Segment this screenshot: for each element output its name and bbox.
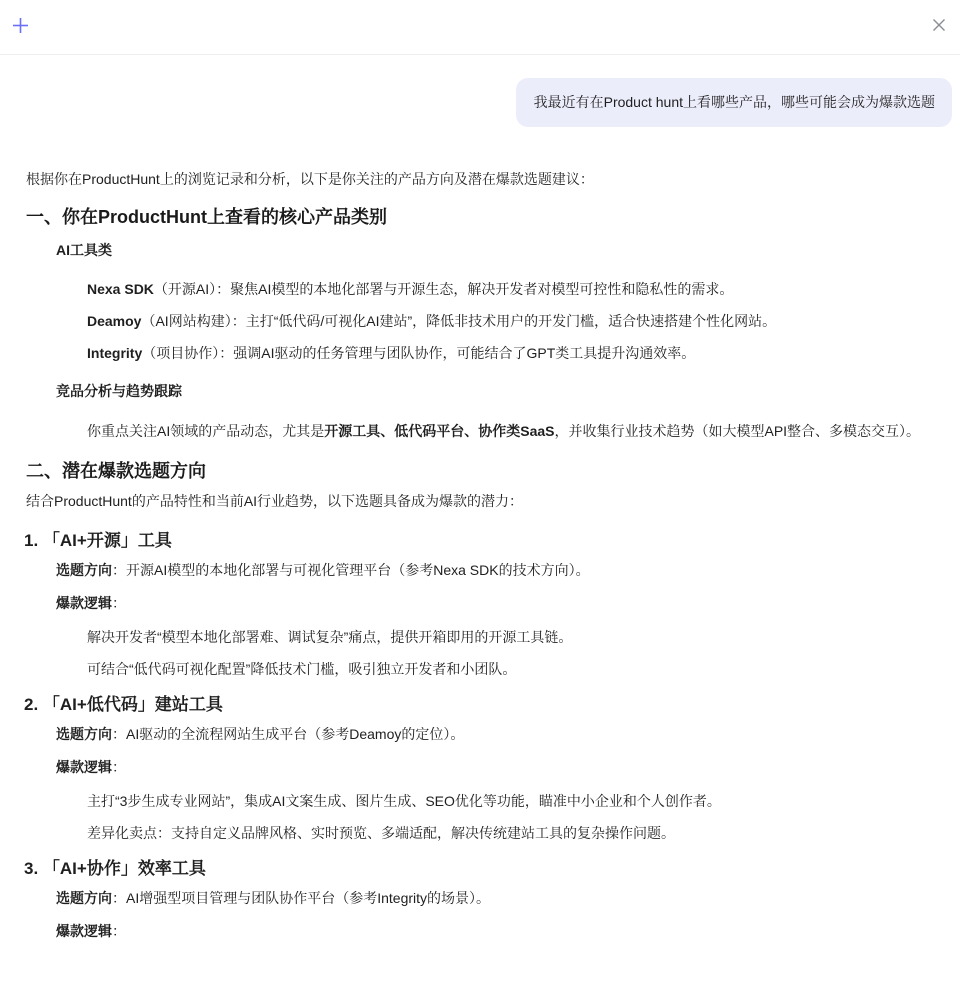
- logic-label: 爆款逻辑: [56, 595, 112, 611]
- product-name: Deamoy: [87, 313, 142, 329]
- product-item: [26, 278, 934, 300]
- text-segment: ，并收集行业技术趋势（如大模型API整合、多模态交互）。: [554, 423, 921, 439]
- assistant-answer: [0, 168, 960, 943]
- product-item: [26, 310, 934, 332]
- logic-point: 可结合“低代码可视化配置”降低技术门槛，吸引独立开发者和小团队。: [87, 661, 517, 677]
- topic-title: 1. 「AI+开源」工具: [24, 531, 172, 550]
- topic-logic-label: [26, 919, 934, 943]
- product-desc: （开源AI）：聚焦AI模型的本地化部署与开源生态，解决开发者对模型可控性和隐私性的需求。: [153, 281, 734, 297]
- product-desc: （项目协作）：强调AI驱动的任务管理与团队协作，可能结合了GPT类工具提升沟通效率。: [142, 345, 696, 361]
- chat-thread: [0, 55, 960, 943]
- topic-direction: [26, 558, 934, 582]
- topic-logic-label: [26, 591, 934, 615]
- direction-text: ：AI增强型项目管理与团队协作平台（参考Integrity的场景）。: [112, 890, 491, 906]
- section2-intro: 结合ProductHunt的产品特性和当前AI行业趋势，以下选题具备成为爆款的潜力：: [26, 493, 524, 509]
- user-message-row: [0, 55, 960, 127]
- plus-icon[interactable]: [12, 17, 29, 34]
- topic-direction: [26, 722, 934, 746]
- logic-label: 爆款逻辑: [56, 923, 112, 939]
- section1-title: 一、你在ProductHunt上查看的核心产品类别: [26, 207, 387, 227]
- topic-logic-label: [26, 755, 934, 779]
- product-item: [26, 342, 934, 364]
- logic-label: 爆款逻辑: [56, 759, 112, 775]
- section2-title: 二、潜在爆款选题方向: [26, 461, 206, 481]
- logic-point: 解决开发者“模型本地化部署难、调试复杂”痛点，提供开箱即用的开源工具链。: [87, 629, 573, 645]
- bold-segment: 开源工具、低代码平台、协作类SaaS: [324, 423, 555, 439]
- direction-label: 选题方向: [56, 562, 112, 578]
- direction-text: ：开源AI模型的本地化部署与可视化管理平台（参考Nexa SDK的技术方向）。: [112, 562, 590, 578]
- close-icon[interactable]: [932, 18, 946, 32]
- competition-text: [26, 419, 934, 443]
- chat-header: [0, 0, 960, 55]
- user-message-bubble: 我最近有在Product hunt上看哪些产品，哪些可能会成为爆款选题: [516, 78, 952, 127]
- topic-direction: [26, 886, 934, 910]
- logic-point: 主打“3步生成专业网站”，集成AI文案生成、图片生成、SEO优化等功能，瞄准中小企业和个人创作者。: [87, 793, 721, 809]
- answer-intro: 根据你在ProductHunt上的浏览记录和分析，以下是你关注的产品方向及潜在爆款选题建议：: [26, 171, 594, 187]
- product-name: Nexa SDK: [87, 281, 154, 297]
- product-desc: （AI网站构建）：主打“低代码/可视化AI建站”，降低非技术用户的开发门槛，适合快速搭建个性化网站。: [141, 313, 777, 329]
- direction-text: ：AI驱动的全流程网站生成平台（参考Deamoy的定位）。: [112, 726, 465, 742]
- logic-colon: ：: [112, 595, 126, 611]
- logic-colon: ：: [112, 923, 126, 939]
- competition-title: 竞品分析与趋势跟踪: [56, 383, 182, 399]
- logic-colon: ：: [112, 759, 126, 775]
- logic-point: 差异化卖点：支持自定义品牌风格、实时预览、多端适配，解决传统建站工具的复杂操作问题。: [87, 825, 675, 841]
- product-name: Integrity: [87, 345, 143, 361]
- topic-title: 3. 「AI+协作」效率工具: [24, 859, 206, 878]
- direction-label: 选题方向: [56, 726, 112, 742]
- direction-label: 选题方向: [56, 890, 112, 906]
- topic-title: 2. 「AI+低代码」建站工具: [24, 695, 223, 714]
- text-segment: 你重点关注AI领域的产品动态，尤其是: [87, 423, 325, 439]
- ai-tools-title: AI工具类: [56, 242, 112, 258]
